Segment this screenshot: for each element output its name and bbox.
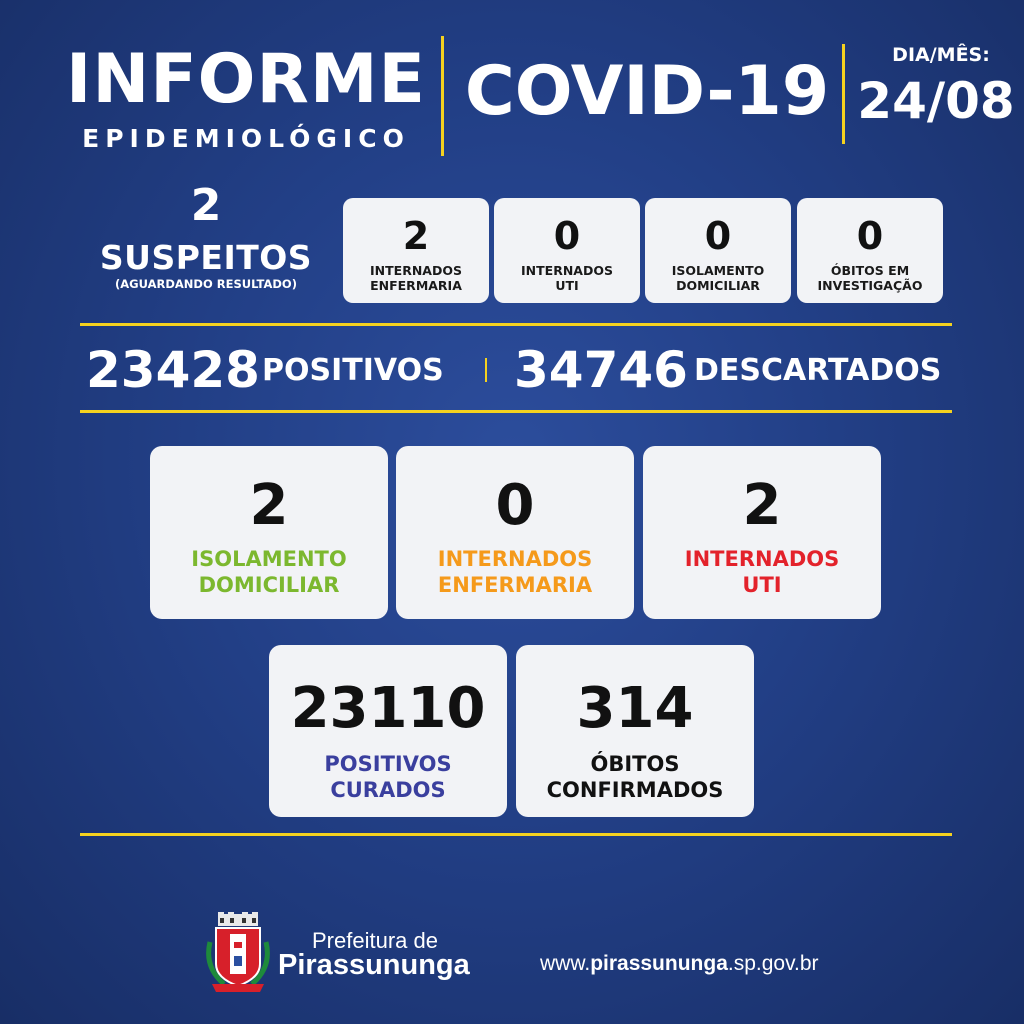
totals-divider xyxy=(485,358,487,382)
card-label xyxy=(797,263,943,293)
card-label xyxy=(494,263,640,293)
suspects-count: 2 xyxy=(190,180,222,231)
suspect-card-internados-enfermaria xyxy=(343,198,489,303)
page-subtitle: EPIDEMIOLÓGICO xyxy=(82,124,410,153)
total-discarded-value: 34746 xyxy=(514,341,688,399)
card-label-line1: INTERNADOS xyxy=(370,263,462,278)
card-value: 0 xyxy=(553,214,581,258)
outcome-card-obitos xyxy=(516,645,754,817)
date-label: DIA/MÊS: xyxy=(892,44,990,66)
website-link[interactable] xyxy=(540,951,819,977)
municipal-crest-icon xyxy=(204,912,272,994)
suspect-card-isolamento-domiciliar xyxy=(645,198,791,303)
card-label-line1: INTERNADOS xyxy=(437,547,593,571)
suspects-label: SUSPEITOS xyxy=(99,238,313,277)
card-label-line1: ISOLAMENTO xyxy=(671,263,765,278)
divider-rule-middle xyxy=(80,410,952,413)
card-value: 0 xyxy=(704,214,732,258)
card-label-line2: ENFERMARIA xyxy=(437,573,593,597)
card-label-line1: POSITIVOS xyxy=(324,752,452,776)
site-suffix: .sp.gov.br xyxy=(727,952,819,975)
suspect-card-internados-uti xyxy=(494,198,640,303)
card-label-line2: DOMICILIAR xyxy=(198,573,340,597)
card-label-line2: UTI xyxy=(742,573,782,597)
card-label-line2: INVESTIGAÇÃO xyxy=(817,278,923,293)
org-name-line1: Prefeitura de xyxy=(312,928,438,953)
header-divider-left xyxy=(441,36,444,156)
total-discarded-label: DESCARTADOS xyxy=(694,353,942,388)
card-label xyxy=(645,263,791,293)
positive-card-enfermaria xyxy=(396,446,634,619)
outcome-card-curados xyxy=(269,645,507,817)
card-label-line2: DOMICILIAR xyxy=(676,278,760,293)
card-label-line1: INTERNADOS xyxy=(521,263,613,278)
card-value: 0 xyxy=(495,473,535,538)
card-label xyxy=(396,546,634,598)
card-label xyxy=(343,263,489,293)
card-value: 314 xyxy=(576,676,694,741)
date-value: 24/08 xyxy=(857,72,1015,130)
positive-card-isolamento xyxy=(150,446,388,619)
suspects-note: (AGUARDANDO RESULTADO) xyxy=(115,277,297,291)
card-value: 2 xyxy=(249,473,289,538)
card-label-line2: UTI xyxy=(555,278,579,293)
page-title: INFORME xyxy=(66,40,426,119)
card-value: 0 xyxy=(856,214,884,258)
divider-rule-top xyxy=(80,323,952,326)
site-main: pirassununga xyxy=(590,952,728,975)
total-positives-label: POSITIVOS xyxy=(262,353,444,388)
card-label-line2: CONFIRMADOS xyxy=(546,778,724,802)
org-name-line2: Pirassununga xyxy=(278,949,470,981)
divider-rule-bottom xyxy=(80,833,952,836)
site-prefix: www. xyxy=(540,952,591,975)
card-label-line1: ÓBITOS xyxy=(590,752,680,776)
suspect-card-obitos-investigacao xyxy=(797,198,943,303)
card-label-line2: CURADOS xyxy=(330,778,446,802)
card-value: 23110 xyxy=(290,676,486,741)
card-label xyxy=(516,751,754,803)
topic-title: COVID-19 xyxy=(464,52,830,131)
card-label-line1: INTERNADOS xyxy=(684,547,840,571)
card-label xyxy=(150,546,388,598)
card-label-line2: ENFERMARIA xyxy=(370,278,462,293)
card-value: 2 xyxy=(402,214,430,258)
card-label-line1: ÓBITOS EM xyxy=(830,263,910,278)
positive-card-uti xyxy=(643,446,881,619)
card-value: 2 xyxy=(742,473,782,538)
card-label xyxy=(269,751,507,803)
card-label-line1: ISOLAMENTO xyxy=(191,547,347,571)
card-label xyxy=(643,546,881,598)
total-positives-value: 23428 xyxy=(86,341,260,399)
header-divider-right xyxy=(842,44,845,144)
